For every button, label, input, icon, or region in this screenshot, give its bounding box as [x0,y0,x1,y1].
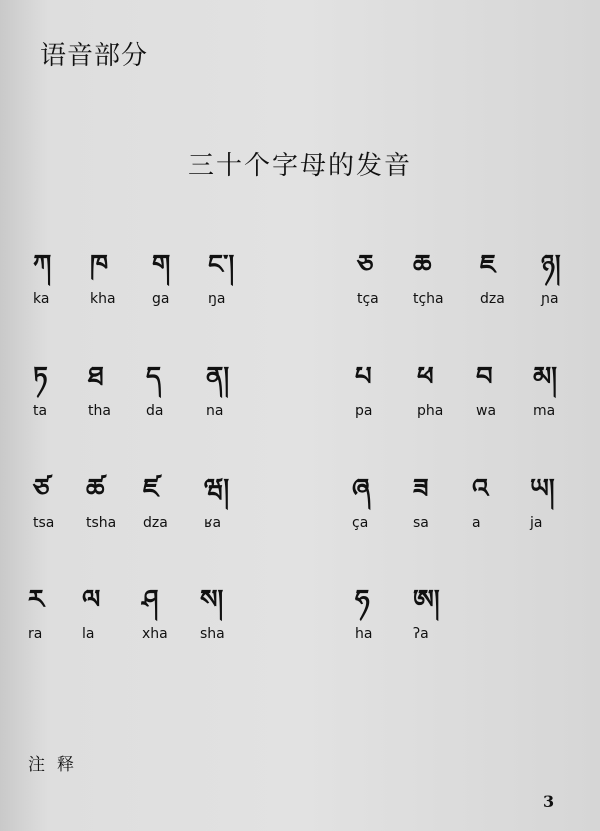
tibetan-glyph: ཅ [357,250,374,280]
letter-cell [541,250,561,308]
tibetan-glyph: ཕ [417,362,434,392]
tibetan-glyph: ཙ [33,474,50,504]
section-title: 语音部分 [40,41,149,71]
letter-cell [208,250,234,308]
romanization: ga [152,291,170,307]
tibetan-glyph: ས། [200,585,224,615]
tibetan-glyph: ཁ [90,250,109,280]
letter-cell [413,474,429,532]
tibetan-glyph: ད [146,362,162,392]
romanization: a [472,515,481,531]
tibetan-glyph: བ [476,362,493,392]
tibetan-glyph: ར [28,585,45,615]
letter-cell [472,474,488,532]
tibetan-glyph: པ [355,362,372,392]
letter-cell [476,362,496,420]
letter-cell [146,362,163,420]
romanization: tçha [413,291,444,307]
romanization: tha [88,403,111,419]
main-title: 三十个字母的发音 [187,151,412,181]
tibetan-glyph: ག [152,250,171,280]
tibetan-glyph: ཀ [33,250,52,280]
tibetan-glyph: ཛ [143,474,159,504]
romanization: wa [476,403,497,419]
romanization: sa [413,515,429,531]
romanization: ma [533,403,556,419]
letter-cell [142,585,168,643]
tibetan-glyph: ཇ [480,250,496,280]
romanization: la [82,626,95,642]
tibetan-glyph: ཉ། [541,250,561,280]
letter-cell [152,250,170,308]
tibetan-glyph: ན། [206,362,230,392]
romanization: pa [355,403,373,419]
letter-cell [86,474,116,532]
letter-cell [417,362,443,420]
letter-cell [33,474,54,532]
tibetan-glyph: ཟ [413,474,429,504]
tibetan-glyph: འ [472,474,489,504]
letter-cell [352,474,370,532]
tibetan-glyph: ཨ། [413,585,440,615]
letter-cell [82,585,100,643]
romanization: tsa [33,515,55,531]
romanization: pha [417,403,444,419]
letter-cell [355,362,372,420]
letter-cell [200,585,225,643]
bleed-through-texture [360,5,373,24]
letter-cell [204,474,229,532]
romanization: ja [530,515,543,531]
romanization: ta [33,403,48,419]
tibetan-glyph: ཡ། [530,474,555,504]
letter-cell [357,250,379,308]
romanization: tça [357,291,379,307]
romanization: ʁa [204,515,222,531]
letter-cell [530,474,555,532]
letter-cell [533,362,557,420]
tibetan-glyph: ཚ [86,474,105,504]
letter-cell [206,362,229,420]
tibetan-glyph: མ། [533,362,558,392]
romanization: tsha [86,515,117,531]
letter-cell [413,585,440,643]
tibetan-glyph: ཆ [413,250,432,280]
romanization: ça [352,515,369,531]
romanization: na [206,403,224,419]
romanization: xha [142,626,168,642]
romanization: dza [480,291,505,307]
tibetan-glyph: ཐ [88,362,104,392]
romanization: ɲa [541,291,559,307]
romanization: dza [143,515,168,531]
tibetan-glyph: ཝ། [204,474,230,504]
tibetan-glyph: ཤ [142,585,159,615]
romanization: ha [355,626,373,642]
letter-cell [33,250,51,308]
romanization: ʔa [413,626,429,642]
romanization: ka [33,291,50,307]
letter-cell [480,250,505,308]
letter-cell [143,474,168,532]
tibetan-glyph: ཧ [355,585,370,615]
letter-cell [355,585,372,643]
notes-heading: 注释 [28,755,86,775]
romanization: ra [28,626,43,642]
romanization: ŋa [208,291,226,307]
letter-cell [413,250,444,308]
tibetan-glyph: ཏ [33,362,48,392]
romanization: sha [200,626,225,642]
tibetan-glyph: ལ [82,585,101,615]
romanization: kha [90,291,116,307]
tibetan-glyph: ཞ [352,474,371,504]
page-number: 3 [543,792,555,811]
letter-cell [88,362,111,420]
letter-cell [28,585,44,643]
letter-cell [90,250,116,308]
tibetan-glyph: ང་། [208,250,235,280]
romanization: da [146,403,164,419]
letter-cell [33,362,48,420]
